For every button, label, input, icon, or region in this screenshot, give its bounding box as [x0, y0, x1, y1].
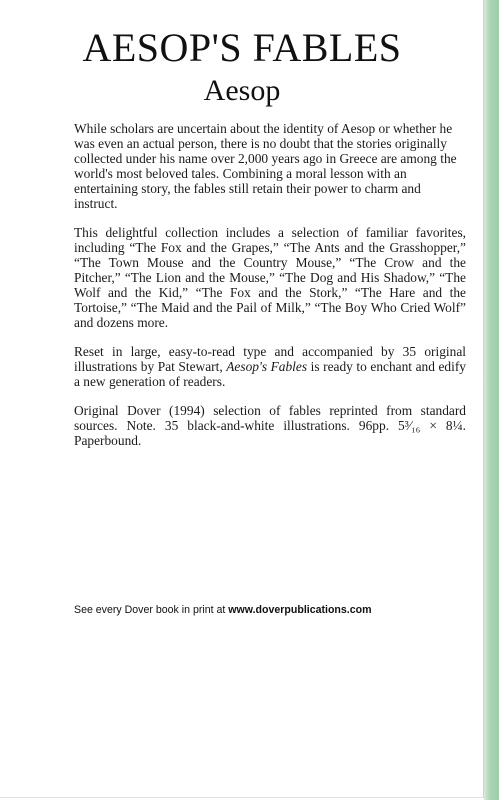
- cover-edge-strip: [484, 0, 499, 800]
- description-paragraph-3: [74, 344, 466, 389]
- description-paragraph-1: While scholars are uncertain about the identity of Aesop or whether he was even an actual person, there is no doubt that the stories originally collected under his name over 2,000 years ago in Greece are among the world's most beloved tales. Combining a moral lesson with an entertaining story, the fables still retain their power to charm and instruct.: [74, 121, 457, 211]
- footer-text: See every Dover book in print at: [74, 604, 229, 616]
- book-author: Aesop: [203, 74, 281, 107]
- description-paragraph-4: Original Dover (1994) selection of fables reprinted from standard sources. Note. 35 black-and-white illustrations. 96pp. 5³⁄₁₆ × 8¼. Paperbound.: [74, 403, 466, 448]
- description-paragraph-2: This delightful collection includes a selection of familiar favorites, including “The Fox and the Grapes,” “The Ants and the Grasshopper,” “The Town Mouse and the Country Mouse,” “The Crow and the Pitcher,” “The Lion and the Mouse,” “The Dog and His Shadow,” “The Wolf and the Kid,” “The Fox and the Stork,” “The Hare and the Tortoise,” “The Maid and the Pail of Milk,” “The Boy Who Cried Wolf” and dozens more.: [74, 225, 466, 330]
- paragraph-3-start: Reset in large, easy-to-read type and accompanied by 35 original illustrations by Pat Stewart,: [74, 344, 466, 374]
- paragraph-3-end: is ready to enchant and edify a new generation of readers.: [74, 359, 467, 389]
- description: [74, 121, 466, 462]
- publisher-footer: [74, 604, 474, 616]
- italic-book-title: Aesop's Fables: [226, 359, 308, 374]
- book-title: AESOP'S FABLES: [82, 25, 402, 70]
- publisher-url: www.doverpublications.com: [228, 604, 372, 616]
